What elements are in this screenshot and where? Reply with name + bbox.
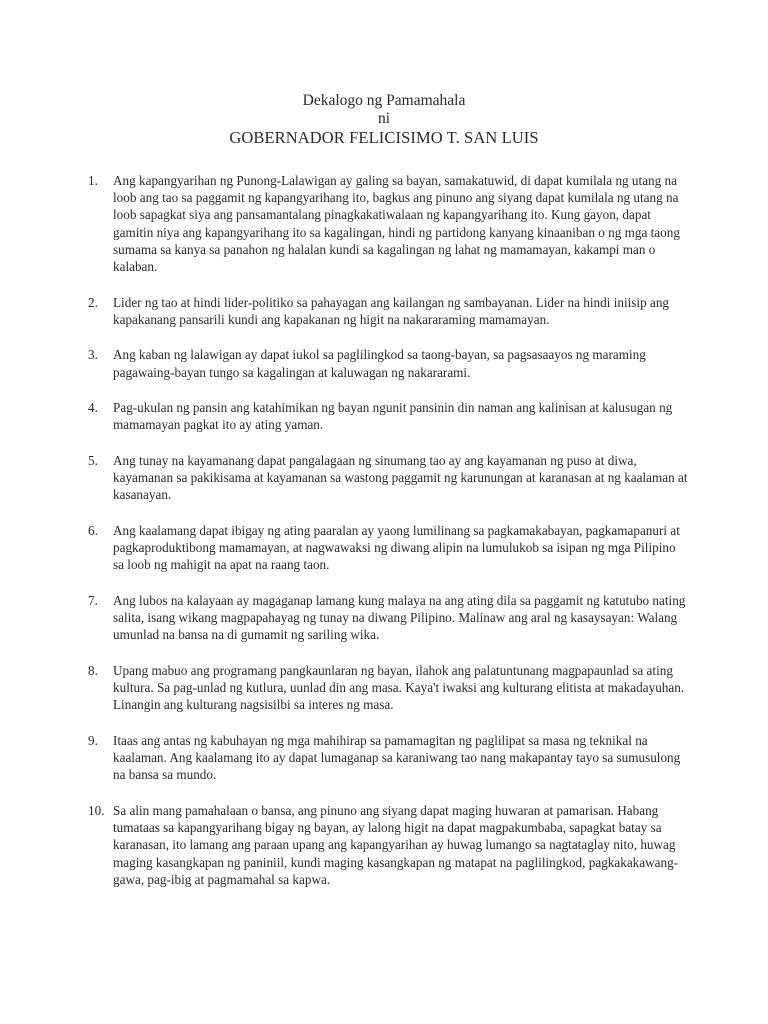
item-number: 1. xyxy=(88,173,98,188)
list-item xyxy=(88,452,688,504)
document-header xyxy=(0,92,768,147)
list-item xyxy=(88,592,688,644)
list-item xyxy=(88,294,688,328)
item-number: 9. xyxy=(88,733,98,748)
item-text: Sa alin mang pamahalaan o bansa, ang pinuno ang siyang dapat maging huwaran at pamarisan. Habang tumataas sa kapangyarihang bigay ng bayan, ay lalong higit na dapat magpakumbaba, sapagkat batay sa karanasan, ito lamang ang paraan upang ang kapangyarihan ay huwag lumango sa nagtataglay nito, huwag maging kasangkapan ng paniniil, kundi maging kasangkapan ng matapat na paglilingkod, pagkakakawang-gawa, pag-ibig at pagmamahal sa kapwa. xyxy=(113,803,679,887)
item-text: Pag-ukulan ng pansin ang katahimikan ng bayan ngunit pansinin din naman ang kalinisan at kalusugan ng mamamayan pagkat ito ay ating yaman. xyxy=(113,400,673,433)
item-text: Ang kaalamang dapat ibigay ng ating paaralan ay yaong lumilinang sa pagkamakabayan, pagkamapanuri at pagkaproduktibong mamamayan, at nagwawaksi ng diwang alipin na lumulukob sa isipan ng mga Pilipino sa loob ng mahigit na apat na raang taon. xyxy=(113,523,680,573)
item-text: Ang kapangyarihan ng Punong-Lalawigan ay galing sa bayan, samakatuwid, di dapat kumilala ng utang na loob ang tao sa paggamit ng kapangyarihang ito, bagkus ang pinuno ang siyang dapat kumilala ng utang na loob sapagkat siya ang pansamantalang pinagkakatiwalaan ng kapangyarihang ito. Kung gayon, dapat gamitin niya ang kapangyarihang ito sa kagalingan, hindi ng partidong kanyang kinaaniban o ng mga taong sumama sa kanya sa panahon ng halalan kundi sa kagalingan ng lahat ng mamamayan, kakampi man o kalaban. xyxy=(113,173,680,275)
list-item xyxy=(88,399,688,433)
list-item xyxy=(88,522,688,574)
item-text: Ang kaban ng lalawigan ay dapat iukol sa paglilingkod sa taong-bayan, sa pagsasaayos ng maraming pagawaing-bayan tungo sa kagalingan at kaluwagan ng nakararami. xyxy=(113,347,646,380)
author-name: GOBERNADOR FELICISIMO T. SAN LUIS xyxy=(229,128,539,147)
list-item xyxy=(88,172,688,275)
list-item xyxy=(88,346,688,380)
byline-ni: ni xyxy=(377,110,391,127)
item-number: 6. xyxy=(88,523,98,538)
item-number: 8. xyxy=(88,663,98,678)
item-number: 7. xyxy=(88,593,98,608)
item-number: 3. xyxy=(88,347,98,363)
item-text: Ang tunay na kayamanang dapat pangalagaan ng sinumang tao ay ang kayamanan ng puso at diwa, kayamanan sa pakikisama at kayamanan sa wastong paggamit ng karunungan at karanasan at ng kaalaman at kasanayan. xyxy=(113,453,688,503)
item-text: Upang mabuo ang programang pangkaunlaran ng bayan, ilahok ang palatuntunang magpapaunlad sa ating kultura. Sa pag-unlad ng kutlura, uunlad din ang masa. Kaya't iwaksi ang kulturang elitista at makadayuhan. Linangin ang kulturang nagsisilbi sa interes ng masa. xyxy=(113,663,685,713)
list-item xyxy=(88,732,688,784)
item-number: 4. xyxy=(88,400,98,416)
list-item xyxy=(88,802,688,888)
document-title: Dekalogo ng Pamamahala xyxy=(302,92,466,109)
item-text: Lider ng tao at hindi lider-politiko sa pahayagan ang kailangan ng sambayanan. Lider na hindi iniisip ang kapakanang pansarili kundi ang kapakanan ng higit na nakararaming mamamayan. xyxy=(113,294,670,327)
item-number: 2. xyxy=(88,294,98,310)
item-text: Ang lubos na kalayaan ay magaganap lamang kung malaya na ang ating dila sa paggamit ng katutubo nating salita, isang wikang magpapahayag ng tunay na diwang Pilipino. Malinaw ang aral ng kasaysayan: Walang umunlad na bansa na di gumamit ng sariling wika. xyxy=(113,593,686,643)
item-text: Itaas ang antas ng kabuhayan ng mga mahihirap sa pamamagitan ng paglilipat sa masa ng teknikal na kaalaman. Ang kaalamang ito ay dapat lumaganap sa karaniwang tao nang makapantay tayo sa sumusulong na bansa sa mundo. xyxy=(113,733,681,783)
item-number: 10. xyxy=(88,803,105,818)
item-number: 5. xyxy=(88,453,98,468)
list-item xyxy=(88,662,688,714)
decalogue-list xyxy=(88,172,688,906)
